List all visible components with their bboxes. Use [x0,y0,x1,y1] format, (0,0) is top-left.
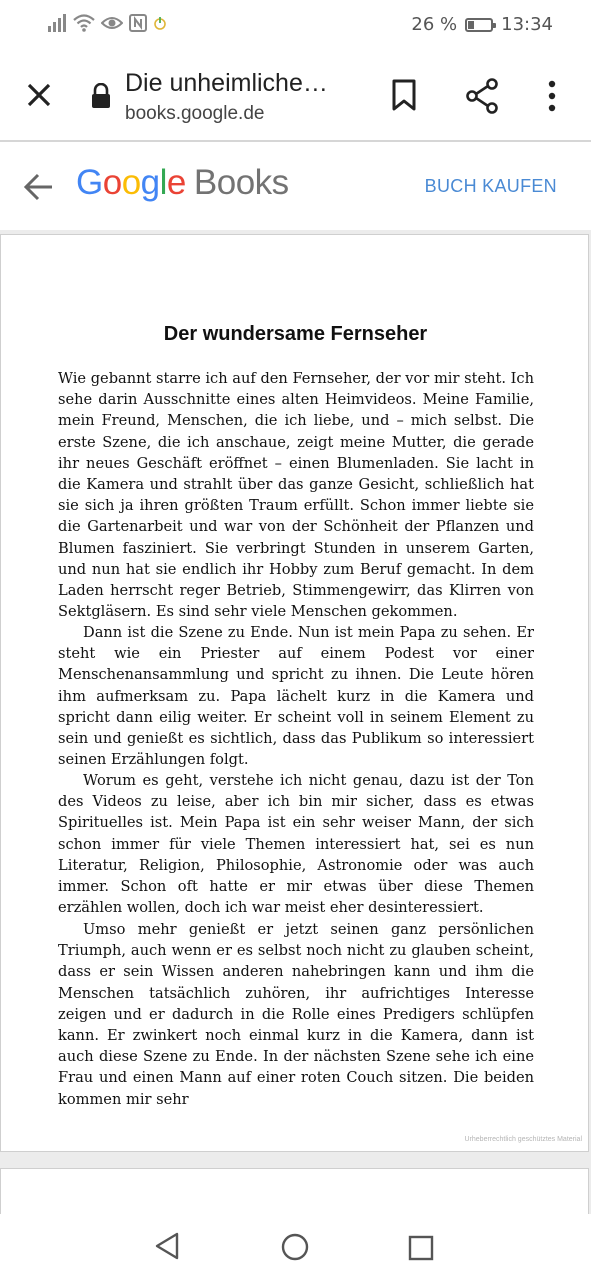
status-icons-left [47,14,167,32]
google-letter: e [166,163,186,202]
google-books-logo[interactable] [76,163,289,203]
lock-icon[interactable] [90,83,112,109]
google-wordmark [76,163,186,202]
browser-toolbar [0,50,591,142]
google-letter: l [159,163,167,202]
eye-icon [101,15,123,31]
share-icon[interactable] [465,78,499,114]
copyright-watermark: Urheberrechtlich geschütztes Material [464,1136,582,1143]
nav-back-icon[interactable] [152,1231,182,1261]
paragraph-4: Umso mehr genießt er jetzt seinen ganz persönlichen Triumph, auch wenn er es selbst noch nicht zu glauben scheint, dass er sein Wissen anderen nahebringen kann und ihm die Menschen tatsächlich zuhören, ihr aufrichtiges Interesse zeigen und er dadurch in die Rolle eines Predigers schlüpfen kann. Er zwinkert noch einmal kurz in die Kamera, dann ist auch diese Szene zu Ende. In der nächsten Szene sehe ich eine Frau und einen Mann auf einer roten Couch sitzen. Die beiden kommen mir sehr [58,921,534,1108]
paragraph-3: Worum es geht, verstehe ich nicht genau, dazu ist der Ton des Videos zu leise, aber ich bin mir sicher, dass es etwas Spirituelles ist. Mein Papa ist ein sehr weiser Mann, der sich schon immer für viele Themen interessiert hat, sei es nun Literatur, Religion, Philosophie, Astronomie oder was auch immer. Schon oft hatte er mir etwas über diese Themen erzählen wollen, doch ich war meist eher desinteressiert. [58,772,534,917]
next-book-page[interactable] [0,1168,589,1218]
nav-home-icon[interactable] [281,1233,309,1261]
paragraph-1: Wie gebannt starre ich auf den Fernseher, der vor mir steht. Ich sehe darin Ausschnitte eines alten Heimvideos. Meine Familie, mein Freund, Menschen, die ich liebe, und – mich selbst. Die erste Szene, die ich anschaue, zeigt meine Mutter, die gerade ihr neues Geschäft eröffnet – einen Blumenladen. Sie lacht in die Kamera und strahlt über das ganze Gesicht, schließlich hat sie sich ja ihren größten Traum erfüllt. Schon immer liebte sie die Gartenarbeit und war von der Schönheit der Pflanzen und Blumen fasziniert. Sie verbringt Stunden in unserem Garten, und nun hat sie endlich ihr Hobby zum Beruf gemacht. In dem Laden herrscht reger Betrieb, Stimmengewirr, das Klirren von Sektgläsern. Es sind sehr viele Menschen gekommen. [58,370,534,621]
wifi-icon [73,14,95,32]
google-letter: o [102,163,122,202]
books-header [0,142,591,230]
google-letter: g [140,163,160,202]
system-nav-bar [0,1214,591,1280]
status-bar [0,0,591,50]
bookmark-icon[interactable] [390,78,418,112]
back-arrow-icon[interactable] [22,170,56,204]
battery-icon [465,18,493,32]
power-saving-icon [153,16,167,30]
signal-icon [47,14,67,32]
page-title[interactable]: Die unheimliche… [125,69,328,97]
more-vert-icon[interactable] [540,78,564,114]
google-letter: G [76,163,103,202]
paragraph-2: Dann ist die Szene zu Ende. Nun ist mein Papa zu sehen. Er steht wie ein Priester auf einem Podest vor einer Menschenansammlung und spricht zu ihnen. Die Leute hören ihm aufmerksam zu. Papa lächelt kurz in die Kamera und spricht dann eilig weiter. Er scheint voll in seinem Element zu sein und genießt es sichtlich, dass das Publikum so interessiert seinen Erzählungen folgt. [58,624,534,769]
clock: 13:34 [501,14,553,35]
battery-fill [468,21,474,29]
nav-recents-icon[interactable] [408,1235,434,1261]
nfc-icon [129,14,147,32]
close-icon[interactable] [20,76,58,114]
battery-percent: 26 % [411,14,458,35]
url-text[interactable]: books.google.de [125,103,265,124]
status-icons-right [411,14,553,35]
books-wordmark: Books [193,163,289,202]
buy-book-button[interactable]: BUCH KAUFEN [424,176,557,196]
book-page[interactable] [0,234,589,1152]
chapter-title: Der wundersame Fernseher [163,323,428,345]
google-letter: o [121,163,141,202]
